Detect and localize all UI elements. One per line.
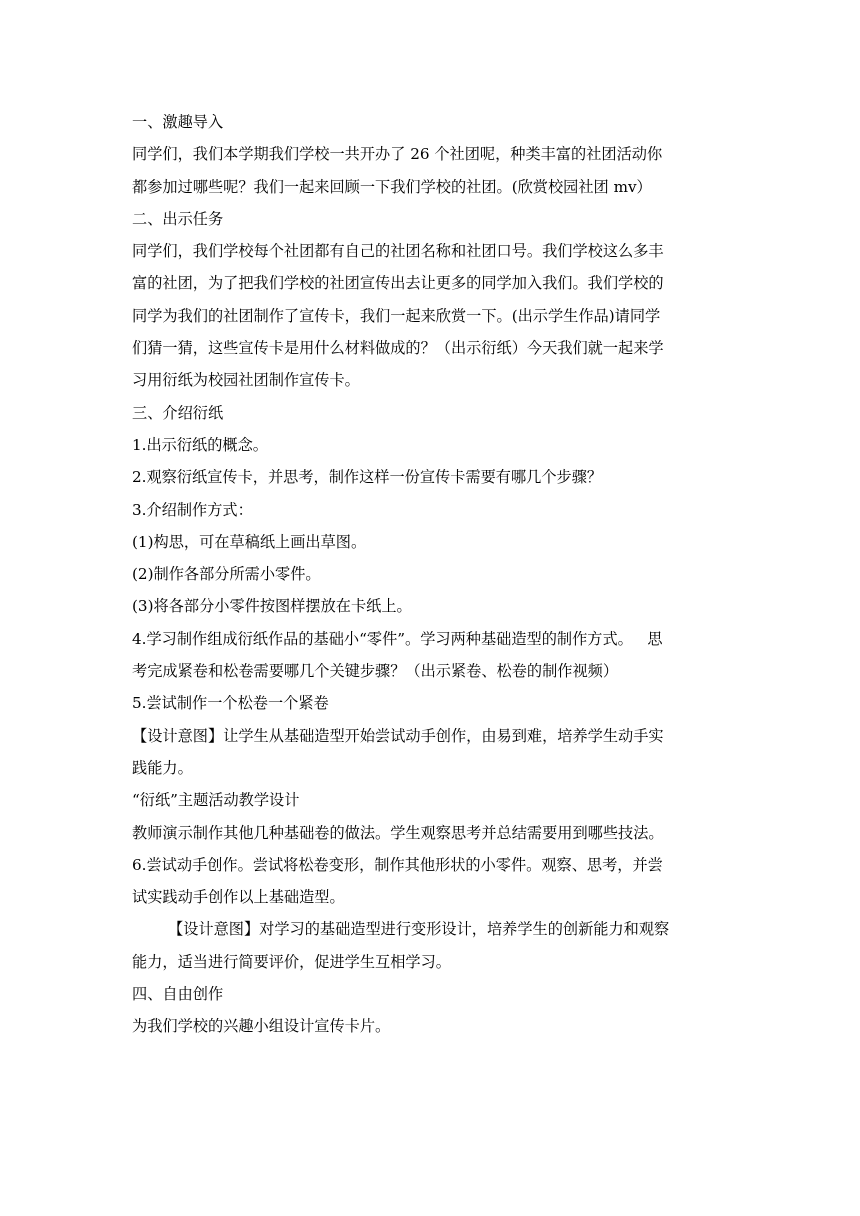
section-heading-intro: 一、激趣导入 [132,113,224,131]
paragraph-line: 考完成紧卷和松卷需要哪几个关键步骤？（出示紧卷、松卷的制作视频） [132,662,618,681]
paragraph-line: 们猜一猜，这些宣传卡是用什么材料做成的？（出示衍纸）今天我们就一起来学 [132,339,664,358]
list-item: 2.观察衍纸宣传卡，并思考，制作这样一份宣传卡需要有哪几个步骤？ [132,468,603,487]
sub-list-item: (2)制作各部分所需小零件。 [132,565,321,584]
document-body [132,106,732,1043]
paragraph-line: 都参加过哪些呢？我们一起来回顾一下我们学校的社团。(欣赏校园社团 mv） [132,177,652,196]
paragraph-line: 同学为我们的社团制作了宣传卡，我们一起来欣赏一下。(出示学生作品)请同学 [132,306,661,325]
section-heading-quilling: 三、介绍衍纸 [132,403,224,422]
paragraph-line: 试实践动手创作以上基础造型。 [132,888,345,907]
section-heading-creation: 四、自由创作 [132,985,224,1004]
paragraph-line: 践能力。 [132,758,193,777]
design-intent-line: 【设计意图】让学生从基础造型开始尝试动手创作，由易到难，培养学生动手实 [132,726,664,745]
sub-list-item: (1)构思，可在草稿纸上画出草图。 [132,532,367,551]
list-item: 3.介绍制作方式： [132,500,253,519]
paragraph-line: 能力，适当进行简要评价，促进学生互相学习。 [132,952,451,971]
paragraph-line: 教师演示制作其他几种基础卷的做法。学生观察思考并总结需要用到哪些技法。 [132,823,664,842]
paragraph-line: “衍纸”主题活动教学设计 [132,791,300,810]
design-intent-line: 【设计意图】对学习的基础造型进行变形设计，培养学生的创新能力和观察 [168,920,670,939]
paragraph-line: 同学们，我们本学期我们学校一共开办了 26 个社团呢，种类丰富的社团活动你 [132,145,663,164]
paragraph-line: 习用衍纸为校园社团制作宣传卡。 [132,371,360,390]
list-item: 5.尝试制作一个松卷一个紧卷 [132,694,329,713]
paragraph-line: 为我们学校的兴趣小组设计宣传卡片。 [132,1017,391,1036]
sub-list-item: (3)将各部分小零件按图样摆放在卡纸上。 [132,597,412,616]
paragraph-line: 富的社团，为了把我们学校的社团宣传出去让更多的同学加入我们。我们学校的 [132,274,664,293]
list-item: 4.学习制作组成衍纸作品的基础小“零件”。学习两种基础造型的制作方式。 思 [132,629,663,648]
paragraph-line: 同学们，我们学校每个社团都有自己的社团名称和社团口号。我们学校这么多丰 [132,242,664,261]
section-heading-task: 二、出示任务 [132,209,224,228]
list-item: 6.尝试动手创作。尝试将松卷变形，制作其他形状的小零件。观察、思考，并尝 [132,855,663,874]
list-item: 1.出示衍纸的概念。 [132,435,268,454]
